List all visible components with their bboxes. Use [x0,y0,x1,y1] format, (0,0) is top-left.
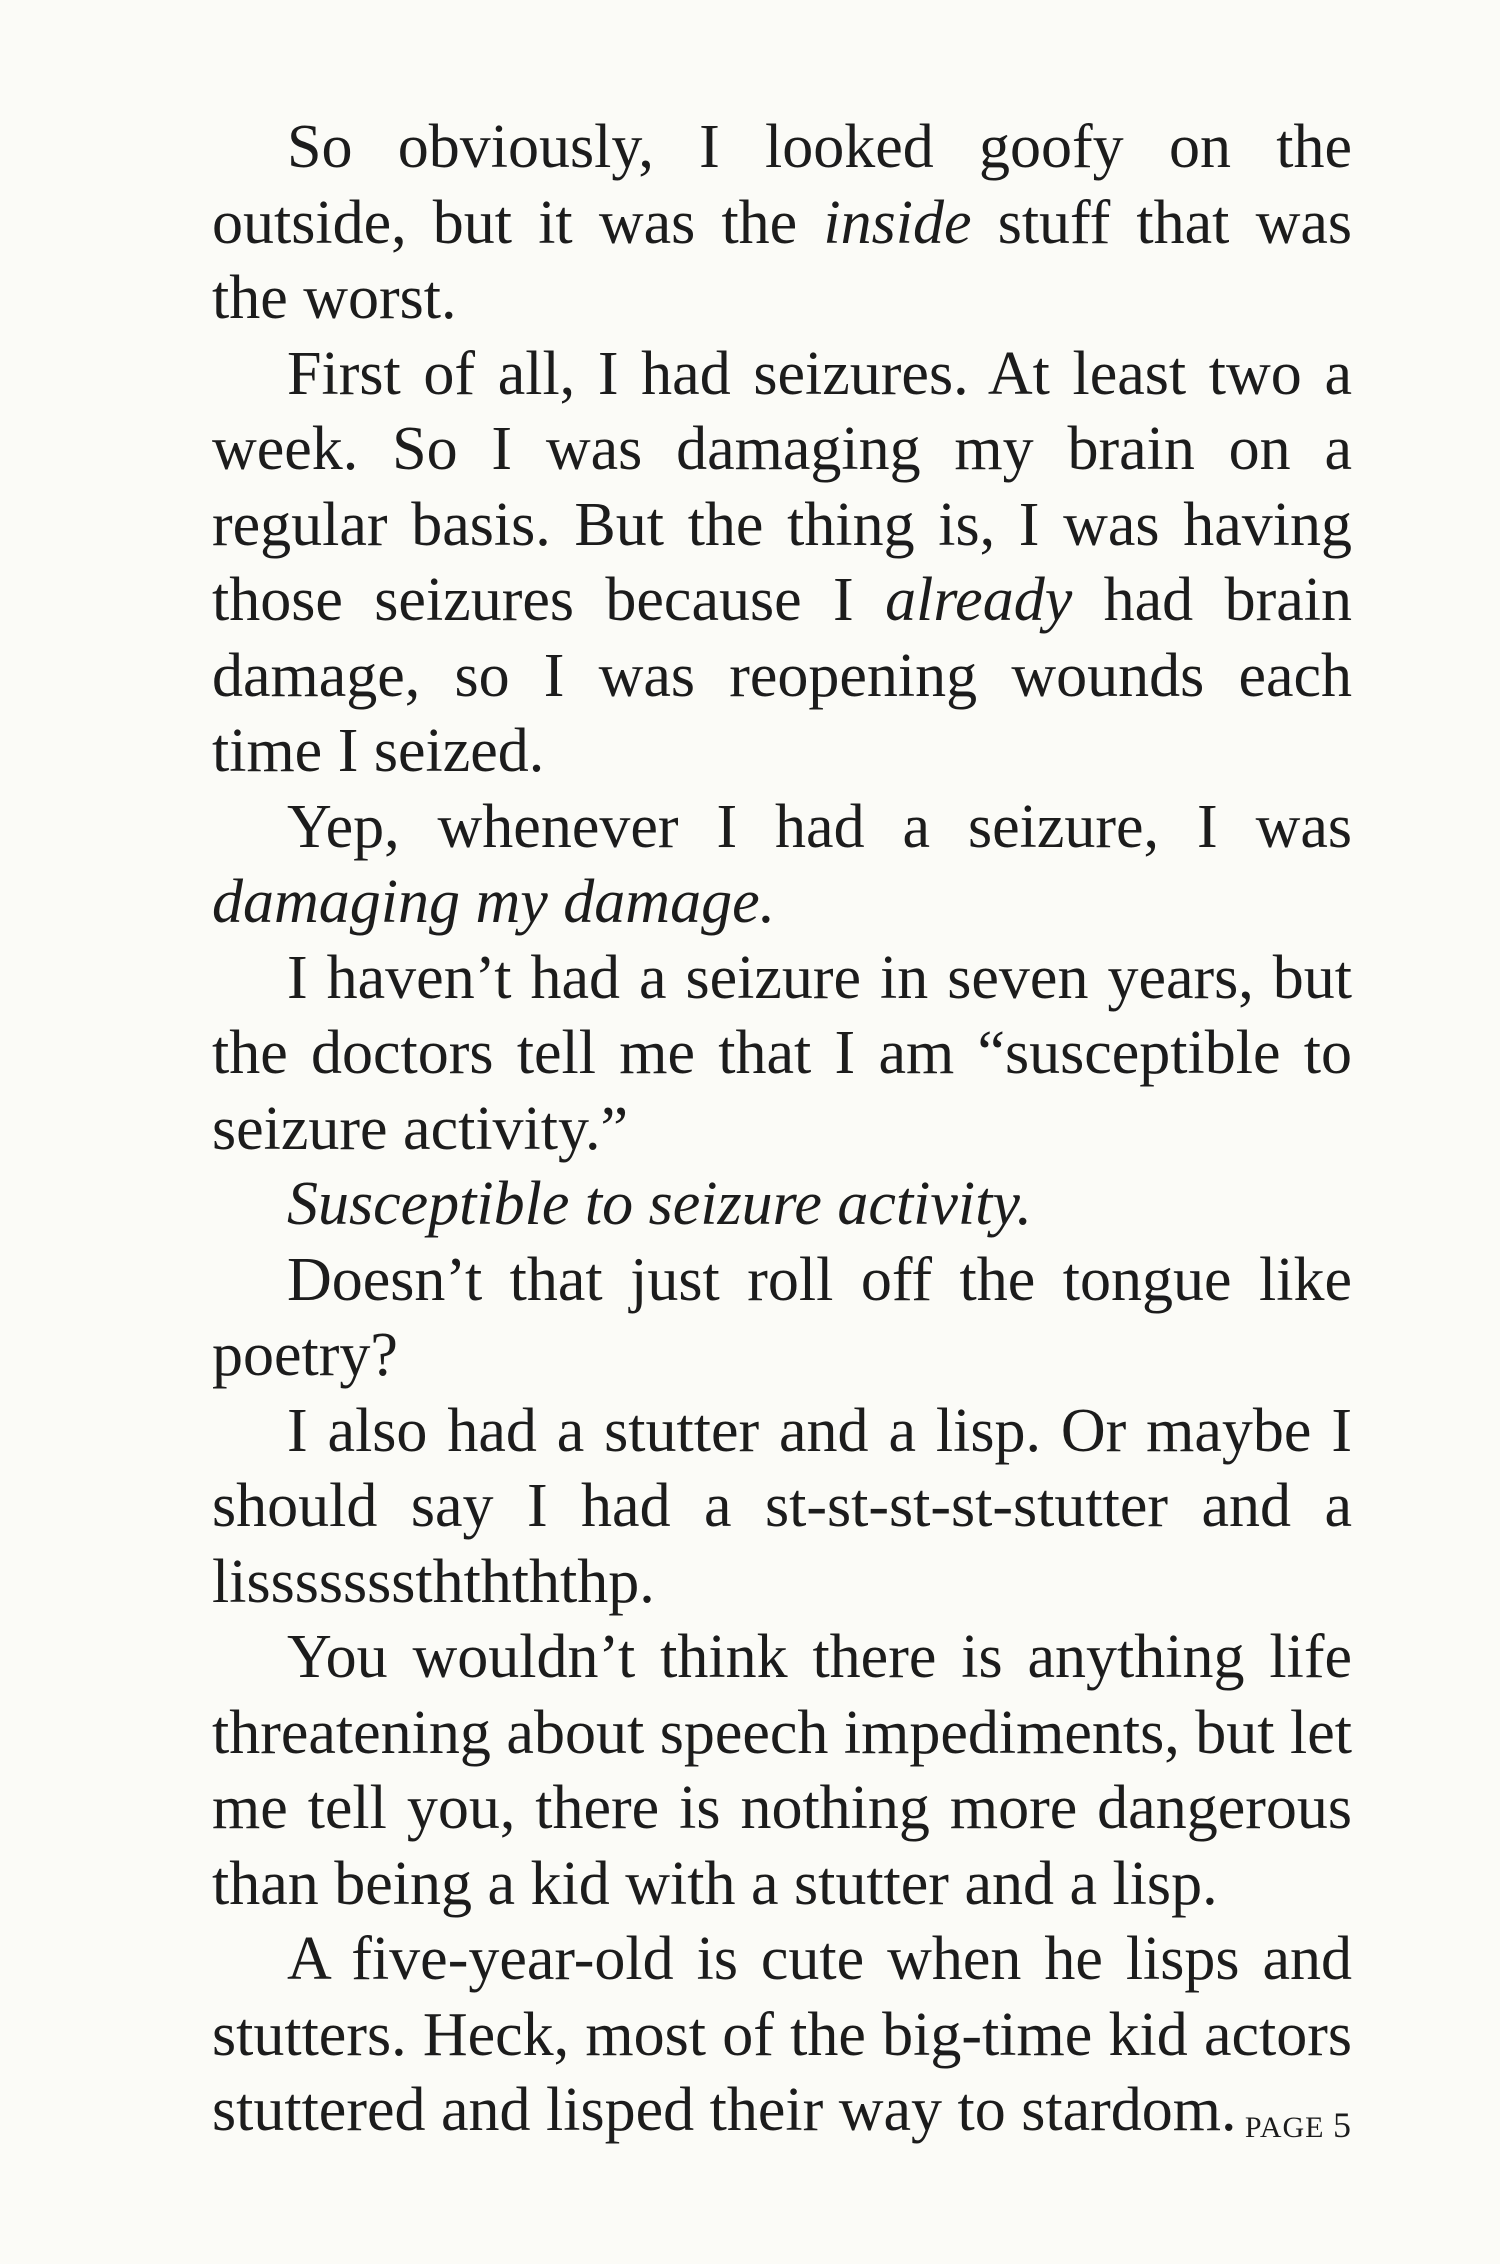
paragraph [212,790,1352,941]
paragraph [212,337,1352,790]
italic-text-run: inside [823,188,972,257]
paragraph [212,1167,1352,1243]
text-run: I also had a stutter and a lisp. Or maybe I should say I had a st-st-st-st-stutter and a lisssssssththththp. [212,1396,1352,1616]
paragraph [212,1394,1352,1621]
italic-text-run: Susceptible to seizure activity. [287,1170,1032,1238]
text-run: stuff that was the worst. [212,188,1352,332]
page-label: PAGE [1244,2111,1325,2144]
paragraph [212,1243,1352,1394]
paragraph [212,1620,1352,1922]
text-run: had brain damage, so I was reopening wounds each time I seized. [212,566,1352,785]
italic-text-run: damaging my damage. [212,868,776,936]
text-run: I haven’t had a seizure in seven years, but the doctors tell me that I am “susceptible to seizure activity.” [212,943,1352,1163]
text-run: You wouldn’t think there is anything life threatening about speech impediments, but let me tell you, there is nothing more dangerous than being a kid with a stutter and a lisp. [212,1623,1352,1918]
text-run: Yep, whenever I had a seizure, I was [287,792,1352,861]
body-text [212,110,1352,2149]
italic-text-run: already [885,566,1073,634]
text-run: So obviously, I looked goofy on the outside, but it was the [212,113,1352,257]
paragraph [212,1922,1352,2149]
text-run: First of all, I had seizures. At least two a week. So I was damaging my brain on a regular basis. But the thing is, I was having those seizures because I [212,339,1352,634]
text-run: A five-year-old is cute when he lisps and stutters. Heck, most of the big-time kid actors stuttered and lisped their way to stardom. [212,1925,1352,2144]
text-run: Doesn’t that just roll off the tongue like poetry? [212,1245,1352,1389]
paragraph [212,941,1352,1168]
page-number [1245,2104,1352,2146]
page-number-value: 5 [1333,2105,1352,2145]
paragraph [212,110,1352,337]
